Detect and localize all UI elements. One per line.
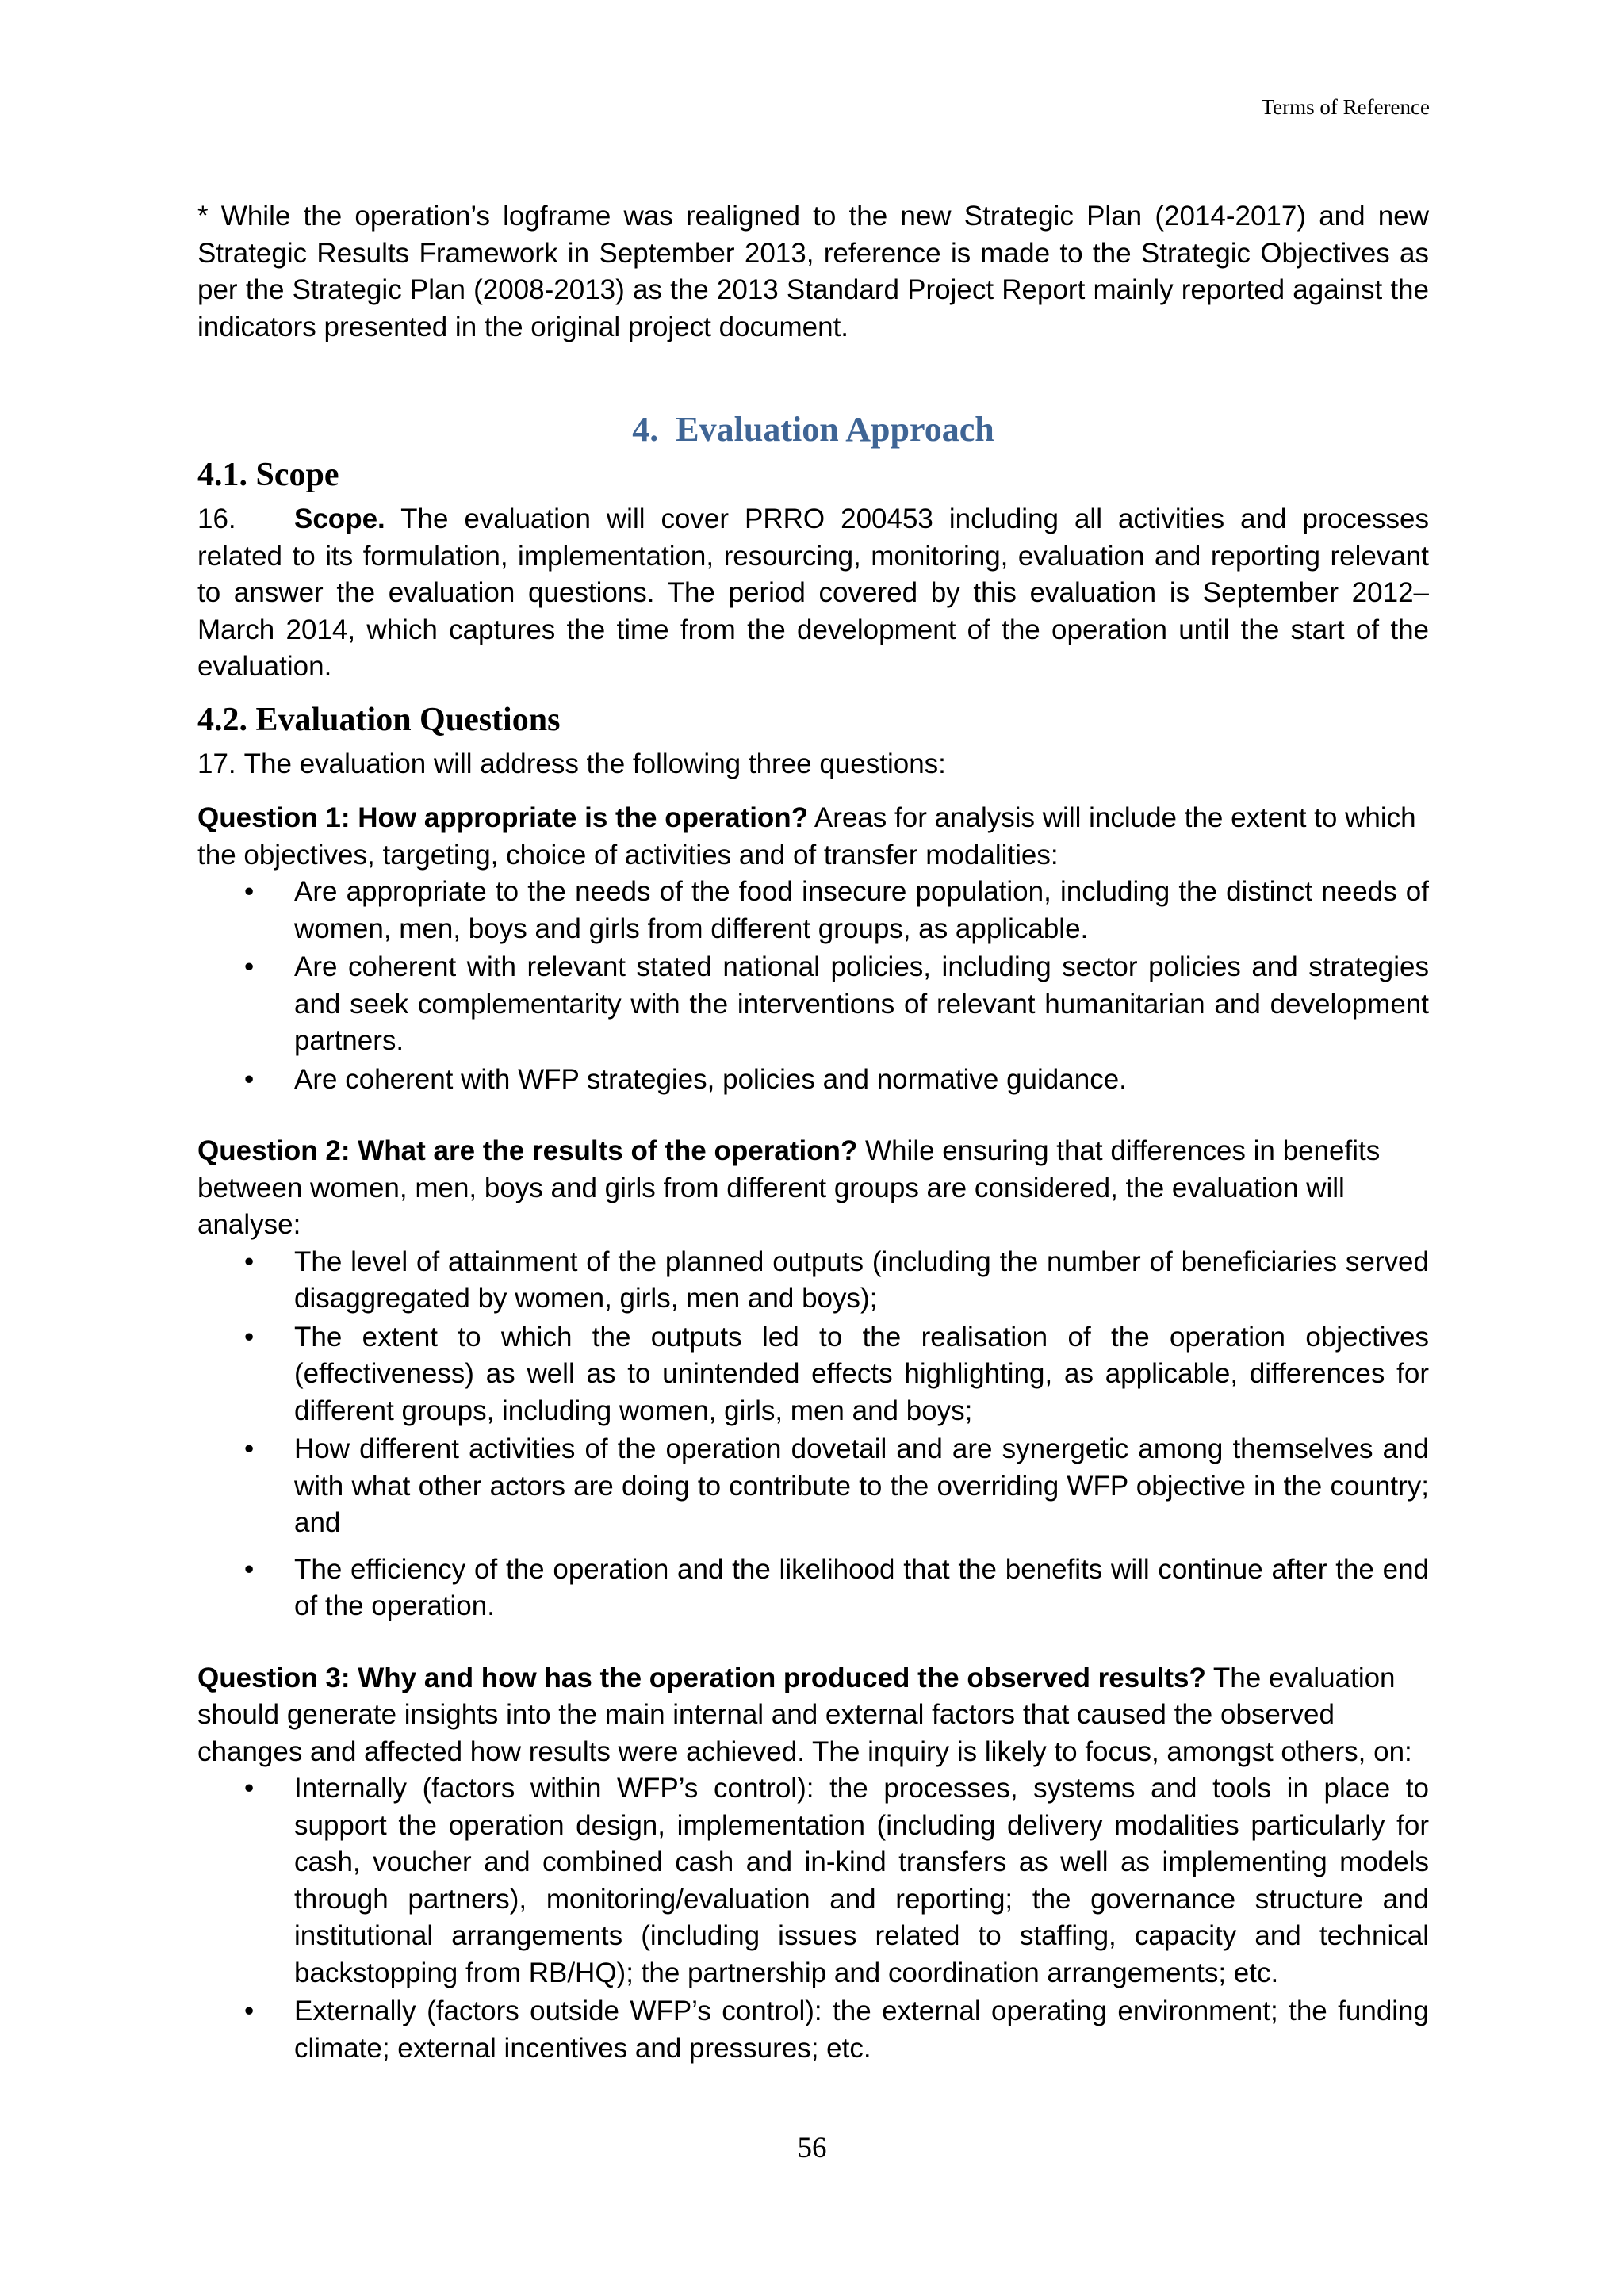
bullet-icon: • [244, 1433, 255, 1464]
paragraph-number: 16. [197, 503, 236, 534]
scope-lead: Scope. [294, 503, 385, 534]
question-3-list [197, 1770, 1429, 2067]
bullet-icon: • [244, 876, 255, 907]
questions-heading: 4.2. Evaluation Questions [197, 701, 561, 738]
scope-heading: 4.1. Scope [197, 457, 339, 493]
list-item-text: The efficiency of the operation and the likelihood that the benefits will continue after the end of the operation. [294, 1553, 1429, 1621]
list-item-text: Are coherent with relevant stated national policies, including sector policies and strategies and seek complementarity with the interventions of relevant humanitarian and development partners. [294, 951, 1429, 1056]
paragraph-number: 17. [197, 748, 236, 779]
scope-text: The evaluation will cover PRRO 200453 including all activities and processes related to its formulation, implementation, resourcing, monitoring, evaluation and reporting relevant to answer the evaluation questions. The period covered by this evaluation is September 2012–March 2014, which captures the time from the development of the operation until the start of the evaluation. [197, 503, 1429, 682]
bullet-icon: • [244, 951, 255, 982]
list-item-text: The extent to which the outputs led to the realisation of the operation objectives (effectiveness) as well as to unintended effects highlighting, as applicable, differences for different groups, including women, girls, men and boys; [294, 1321, 1429, 1426]
question-1 [197, 800, 1429, 874]
question-3 [197, 1660, 1429, 1771]
question-2-list [197, 1244, 1429, 1625]
questions-intro [197, 746, 1429, 783]
bullet-icon: • [244, 1553, 255, 1585]
question-2-text: While ensuring that differences in benefits between women, men, boys and girls from different groups are considered, the evaluation will analyse: [197, 1135, 1381, 1240]
bullet-icon: • [244, 1321, 255, 1353]
list-item [197, 1319, 1429, 1430]
question-2-lead: Question 2: What are the results of the operation? [197, 1135, 858, 1166]
question-1-lead: Question 1: How appropriate is the operation? [197, 802, 809, 833]
question-1-text: Areas for analysis will include the extent to which the objectives, targeting, choice of activities and of transfer modalities: [197, 802, 1416, 871]
running-header: Terms of Reference [1261, 95, 1430, 119]
list-item [197, 949, 1429, 1060]
list-item [197, 874, 1429, 947]
intro-text: The evaluation will address the following three questions: [243, 748, 946, 779]
question-1-list [197, 874, 1429, 1098]
list-item [197, 1993, 1429, 2067]
page-number: 56 [797, 2132, 827, 2164]
question-2 [197, 1133, 1429, 1244]
list-item-text: Are appropriate to the needs of the food insecure population, including the distinct needs of women, men, boys and girls from different groups, as applicable. [294, 876, 1429, 944]
bullet-icon: • [244, 1063, 255, 1095]
scope-paragraph [197, 501, 1429, 686]
list-item [197, 1770, 1429, 1992]
list-item-text: Internally (factors within WFP’s control): the processes, systems and tools in place to support the operation design, implementation (including delivery modalities particularly for cash, voucher and combined cash and in-kind transfers as well as implementing models through partners), monitoring/evaluation and reporting; the governance structure and institutional arrangements (including issues related to staffing, capacity and technical backstopping from RB/HQ); the partnership and coordination arrangements; etc. [294, 1773, 1429, 1988]
question-3-text: The evaluation should generate insights into the main internal and external factors that caused the observed changes and affected how results were achieved. The inquiry is likely to focus, amongst others, on: [197, 1662, 1412, 1767]
list-item [197, 1062, 1429, 1099]
list-item [197, 1244, 1429, 1318]
section-title: Evaluation Approach [676, 410, 994, 449]
bullet-icon: • [244, 1246, 255, 1277]
question-3-lead: Question 3: Why and how has the operation produced the observed results? [197, 1662, 1206, 1693]
list-item-text: Are coherent with WFP strategies, policies and normative guidance. [294, 1063, 1127, 1095]
section-number: 4. [632, 410, 659, 449]
list-item [197, 1552, 1429, 1625]
page-content [197, 198, 1429, 2068]
section-heading [197, 408, 1429, 452]
footnote-paragraph: * While the operation’s logframe was realigned to the new Strategic Plan (2014-2017) and new Strategic Results Framework in September 2013, reference is made to the Strategic Objectives as per the Strategic Plan (2008-2013) as the 2013 Standard Project Report mainly reported against the indicators presented in the original project document. [197, 201, 1429, 342]
bullet-icon: • [244, 1773, 255, 1804]
bullet-icon: • [244, 1996, 255, 2026]
list-item-text: How different activities of the operation dovetail and are synergetic among themselves and with what other actors are doing to contribute to the overriding WFP objective in the country; and [294, 1433, 1429, 1538]
list-item-text: The level of attainment of the planned outputs (including the number of beneficiaries served disaggregated by women, girls, men and boys); [294, 1246, 1429, 1314]
list-item [197, 1431, 1429, 1542]
list-item-text: Externally (factors outside WFP’s control): the external operating environment; the funding climate; external incentives and pressures; etc. [294, 1996, 1429, 2064]
